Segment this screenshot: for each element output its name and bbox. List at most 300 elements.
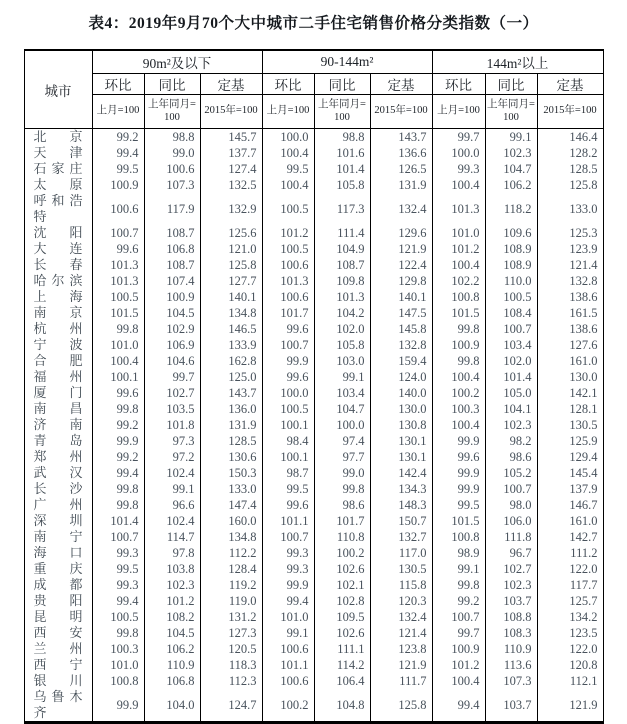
- city-cell: 重庆: [24, 561, 92, 577]
- value-cell: 100.7: [92, 225, 144, 241]
- value-cell: 99.2: [432, 593, 485, 609]
- value-cell: 162.8: [200, 353, 262, 369]
- table-row: [24, 673, 603, 689]
- value-cell: 132.9: [200, 193, 262, 225]
- base-header: 上月=100: [262, 95, 314, 129]
- city-cell: 石家庄: [24, 161, 92, 177]
- value-cell: 100.7: [92, 529, 144, 545]
- city-cell: 合肥: [24, 353, 92, 369]
- value-cell: 100.9: [144, 289, 200, 305]
- value-cell: 99.9: [92, 433, 144, 449]
- city-cell: 南宁: [24, 529, 92, 545]
- value-cell: 99.8: [432, 321, 485, 337]
- value-cell: 106.0: [485, 513, 537, 529]
- header-group-row: [24, 50, 603, 74]
- value-cell: 100.3: [432, 401, 485, 417]
- value-cell: 100.9: [432, 641, 485, 657]
- base-header: 2015年=100: [370, 95, 432, 129]
- value-cell: 100.2: [432, 385, 485, 401]
- city-cell: 青岛: [24, 433, 92, 449]
- value-cell: 100.8: [432, 529, 485, 545]
- value-cell: 102.3: [144, 577, 200, 593]
- value-cell: 99.7: [144, 369, 200, 385]
- base-header: 2015年=100: [537, 95, 603, 129]
- value-cell: 102.0: [485, 353, 537, 369]
- value-cell: 120.3: [370, 593, 432, 609]
- value-cell: 147.4: [200, 497, 262, 513]
- value-cell: 101.3: [262, 273, 314, 289]
- metric-header: 同比: [485, 74, 537, 95]
- table-row: [24, 273, 603, 289]
- value-cell: 100.5: [485, 289, 537, 305]
- value-cell: 125.3: [537, 225, 603, 241]
- value-cell: 133.0: [537, 193, 603, 225]
- value-cell: 99.4: [92, 593, 144, 609]
- value-cell: 121.4: [370, 625, 432, 641]
- value-cell: 101.3: [314, 289, 370, 305]
- value-cell: 134.2: [537, 609, 603, 625]
- value-cell: 100.7: [262, 529, 314, 545]
- city-cell: 哈尔滨: [24, 273, 92, 289]
- city-cell: 兰州: [24, 641, 92, 657]
- value-cell: 101.0: [262, 609, 314, 625]
- value-cell: 102.8: [314, 593, 370, 609]
- city-cell: 天津: [24, 145, 92, 161]
- value-cell: 140.1: [370, 289, 432, 305]
- value-cell: 101.3: [92, 257, 144, 273]
- value-cell: 127.7: [200, 273, 262, 289]
- value-cell: 97.8: [144, 545, 200, 561]
- value-cell: 106.8: [144, 673, 200, 689]
- value-cell: 115.8: [370, 577, 432, 593]
- value-cell: 129.6: [370, 225, 432, 241]
- value-cell: 128.2: [537, 145, 603, 161]
- value-cell: 99.9: [432, 465, 485, 481]
- value-cell: 99.9: [262, 353, 314, 369]
- value-cell: 99.3: [92, 545, 144, 561]
- value-cell: 104.1: [485, 401, 537, 417]
- table-row: [24, 561, 603, 577]
- value-cell: 108.3: [485, 625, 537, 641]
- metric-header: 定基: [200, 74, 262, 95]
- value-cell: 108.7: [144, 257, 200, 273]
- city-cell: 南昌: [24, 401, 92, 417]
- value-cell: 102.7: [485, 561, 537, 577]
- value-cell: 110.9: [144, 657, 200, 673]
- base-header: 2015年=100: [200, 95, 262, 129]
- base-header: 上月=100: [92, 95, 144, 129]
- value-cell: 100.5: [92, 609, 144, 625]
- value-cell: 108.2: [144, 609, 200, 625]
- value-cell: 102.7: [144, 385, 200, 401]
- value-cell: 117.3: [314, 193, 370, 225]
- value-cell: 99.9: [262, 577, 314, 593]
- table-row: [24, 545, 603, 561]
- value-cell: 104.6: [144, 353, 200, 369]
- value-cell: 100.5: [262, 241, 314, 257]
- table-row: [24, 193, 603, 225]
- value-cell: 138.6: [537, 289, 603, 305]
- value-cell: 107.3: [485, 673, 537, 689]
- value-cell: 138.6: [537, 321, 603, 337]
- value-cell: 108.9: [485, 257, 537, 273]
- city-cell: 广州: [24, 497, 92, 513]
- value-cell: 106.8: [144, 241, 200, 257]
- value-cell: 98.9: [432, 545, 485, 561]
- table-row: [24, 689, 603, 723]
- value-cell: 121.9: [370, 657, 432, 673]
- table-row: [24, 593, 603, 609]
- table-row: [24, 337, 603, 353]
- table-row: [24, 449, 603, 465]
- value-cell: 99.1: [262, 625, 314, 641]
- value-cell: 100.1: [92, 369, 144, 385]
- value-cell: 107.3: [144, 177, 200, 193]
- value-cell: 99.8: [432, 577, 485, 593]
- value-cell: 99.4: [432, 689, 485, 723]
- value-cell: 133.0: [200, 481, 262, 497]
- value-cell: 145.7: [200, 129, 262, 146]
- city-cell: 长春: [24, 257, 92, 273]
- value-cell: 100.0: [432, 145, 485, 161]
- value-cell: 148.3: [370, 497, 432, 513]
- value-cell: 146.5: [200, 321, 262, 337]
- value-cell: 101.3: [432, 193, 485, 225]
- value-cell: 137.9: [537, 481, 603, 497]
- value-cell: 112.3: [200, 673, 262, 689]
- metric-header: 同比: [144, 74, 200, 95]
- value-cell: 99.8: [314, 481, 370, 497]
- value-cell: 100.8: [432, 289, 485, 305]
- value-cell: 99.9: [92, 689, 144, 723]
- value-cell: 101.2: [432, 657, 485, 673]
- value-cell: 123.8: [370, 641, 432, 657]
- table-row: [24, 577, 603, 593]
- value-cell: 101.8: [144, 417, 200, 433]
- value-cell: 99.6: [92, 241, 144, 257]
- value-cell: 134.8: [200, 529, 262, 545]
- value-cell: 101.4: [92, 513, 144, 529]
- metric-header: 定基: [537, 74, 603, 95]
- group-header-90-below: 90m²及以下: [92, 50, 262, 74]
- value-cell: 102.1: [314, 577, 370, 593]
- value-cell: 100.1: [262, 449, 314, 465]
- value-cell: 129.4: [537, 449, 603, 465]
- value-cell: 142.1: [537, 385, 603, 401]
- table-row: [24, 289, 603, 305]
- value-cell: 102.4: [144, 513, 200, 529]
- value-cell: 112.1: [537, 673, 603, 689]
- value-cell: 97.3: [144, 433, 200, 449]
- table-row: [24, 129, 603, 146]
- value-cell: 99.6: [262, 497, 314, 513]
- value-cell: 100.6: [92, 193, 144, 225]
- value-cell: 100.4: [432, 417, 485, 433]
- value-cell: 101.6: [314, 145, 370, 161]
- value-cell: 111.7: [370, 673, 432, 689]
- value-cell: 102.2: [432, 273, 485, 289]
- value-cell: 105.0: [485, 385, 537, 401]
- value-cell: 117.9: [144, 193, 200, 225]
- base-header: 上年同月=100: [144, 95, 200, 129]
- value-cell: 99.3: [262, 561, 314, 577]
- value-cell: 132.8: [537, 273, 603, 289]
- value-cell: 119.0: [200, 593, 262, 609]
- value-cell: 159.4: [370, 353, 432, 369]
- value-cell: 104.8: [314, 689, 370, 723]
- value-cell: 99.8: [92, 401, 144, 417]
- value-cell: 122.4: [370, 257, 432, 273]
- value-cell: 99.0: [144, 145, 200, 161]
- value-cell: 98.8: [144, 129, 200, 146]
- value-cell: 103.7: [485, 689, 537, 723]
- metric-header: 同比: [314, 74, 370, 95]
- value-cell: 99.0: [314, 465, 370, 481]
- value-cell: 99.7: [432, 625, 485, 641]
- value-cell: 96.6: [144, 497, 200, 513]
- table-row: [24, 625, 603, 641]
- value-cell: 142.4: [370, 465, 432, 481]
- value-cell: 101.2: [262, 225, 314, 241]
- value-cell: 125.6: [200, 225, 262, 241]
- value-cell: 143.7: [200, 385, 262, 401]
- value-cell: 120.5: [200, 641, 262, 657]
- value-cell: 99.7: [432, 129, 485, 146]
- base-header: 上年同月=100: [485, 95, 537, 129]
- table-row: [24, 321, 603, 337]
- value-cell: 125.0: [200, 369, 262, 385]
- value-cell: 132.5: [200, 177, 262, 193]
- value-cell: 99.4: [92, 465, 144, 481]
- value-cell: 99.5: [432, 497, 485, 513]
- value-cell: 102.3: [485, 577, 537, 593]
- value-cell: 103.8: [144, 561, 200, 577]
- value-cell: 103.0: [314, 353, 370, 369]
- value-cell: 99.5: [92, 561, 144, 577]
- value-cell: 100.6: [262, 673, 314, 689]
- value-cell: 128.1: [537, 401, 603, 417]
- value-cell: 100.2: [314, 545, 370, 561]
- value-cell: 101.2: [144, 593, 200, 609]
- city-cell: 长沙: [24, 481, 92, 497]
- value-cell: 101.0: [92, 657, 144, 673]
- value-cell: 103.7: [485, 593, 537, 609]
- city-cell: 杭州: [24, 321, 92, 337]
- value-cell: 125.9: [537, 433, 603, 449]
- value-cell: 129.8: [370, 273, 432, 289]
- value-cell: 143.7: [370, 129, 432, 146]
- value-cell: 130.8: [370, 417, 432, 433]
- value-cell: 100.4: [262, 177, 314, 193]
- value-cell: 97.2: [144, 449, 200, 465]
- table-row: [24, 433, 603, 449]
- value-cell: 161.0: [537, 513, 603, 529]
- table-row: [24, 497, 603, 513]
- value-cell: 122.0: [537, 641, 603, 657]
- value-cell: 98.7: [262, 465, 314, 481]
- value-cell: 101.1: [262, 657, 314, 673]
- value-cell: 102.6: [314, 561, 370, 577]
- value-cell: 100.8: [92, 673, 144, 689]
- value-cell: 121.9: [370, 241, 432, 257]
- value-cell: 100.9: [432, 337, 485, 353]
- value-cell: 102.4: [144, 465, 200, 481]
- value-cell: 100.4: [432, 673, 485, 689]
- value-cell: 99.2: [92, 417, 144, 433]
- table-header: [24, 50, 603, 129]
- value-cell: 102.3: [485, 145, 537, 161]
- value-cell: 100.5: [262, 401, 314, 417]
- value-cell: 103.4: [314, 385, 370, 401]
- value-cell: 118.2: [485, 193, 537, 225]
- value-cell: 130.1: [370, 449, 432, 465]
- value-cell: 100.4: [432, 257, 485, 273]
- table-row: [24, 369, 603, 385]
- value-cell: 120.8: [537, 657, 603, 673]
- value-cell: 99.1: [485, 129, 537, 146]
- value-cell: 99.3: [262, 545, 314, 561]
- city-cell: 济南: [24, 417, 92, 433]
- table-row: [24, 257, 603, 273]
- value-cell: 108.7: [314, 257, 370, 273]
- value-cell: 105.2: [485, 465, 537, 481]
- value-cell: 117.7: [537, 577, 603, 593]
- value-cell: 109.5: [314, 609, 370, 625]
- value-cell: 146.4: [537, 129, 603, 146]
- value-cell: 101.1: [262, 513, 314, 529]
- value-cell: 98.2: [485, 433, 537, 449]
- value-cell: 106.2: [485, 177, 537, 193]
- city-cell: 乌鲁木齐: [24, 689, 92, 723]
- table-row: [24, 481, 603, 497]
- value-cell: 131.9: [370, 177, 432, 193]
- value-cell: 125.8: [200, 257, 262, 273]
- value-cell: 99.6: [262, 321, 314, 337]
- city-cell: 郑州: [24, 449, 92, 465]
- value-cell: 111.1: [314, 641, 370, 657]
- group-header-90-144: 90-144m²: [262, 50, 432, 74]
- value-cell: 123.5: [537, 625, 603, 641]
- table-row: [24, 529, 603, 545]
- value-cell: 100.4: [262, 145, 314, 161]
- value-cell: 124.7: [200, 689, 262, 723]
- value-cell: 104.0: [144, 689, 200, 723]
- value-cell: 100.4: [92, 353, 144, 369]
- value-cell: 104.7: [314, 401, 370, 417]
- value-cell: 161.0: [537, 353, 603, 369]
- value-cell: 103.5: [144, 401, 200, 417]
- value-cell: 114.2: [314, 657, 370, 673]
- value-cell: 98.4: [262, 433, 314, 449]
- value-cell: 147.5: [370, 305, 432, 321]
- value-cell: 99.8: [92, 481, 144, 497]
- value-cell: 117.0: [370, 545, 432, 561]
- value-cell: 100.6: [144, 161, 200, 177]
- value-cell: 99.1: [314, 369, 370, 385]
- value-cell: 101.0: [92, 337, 144, 353]
- value-cell: 140.1: [200, 289, 262, 305]
- value-cell: 109.6: [485, 225, 537, 241]
- value-cell: 100.0: [262, 129, 314, 146]
- value-cell: 100.7: [485, 481, 537, 497]
- value-cell: 100.6: [262, 289, 314, 305]
- city-cell: 宁波: [24, 337, 92, 353]
- value-cell: 161.5: [537, 305, 603, 321]
- header-metric-row: [24, 74, 603, 95]
- value-cell: 104.5: [144, 305, 200, 321]
- value-cell: 128.5: [200, 433, 262, 449]
- value-cell: 100.9: [92, 177, 144, 193]
- city-cell: 深圳: [24, 513, 92, 529]
- value-cell: 140.0: [370, 385, 432, 401]
- value-cell: 123.9: [537, 241, 603, 257]
- value-cell: 99.9: [432, 481, 485, 497]
- base-header: 上年同月=100: [314, 95, 370, 129]
- value-cell: 108.7: [144, 225, 200, 241]
- value-cell: 130.5: [537, 417, 603, 433]
- value-cell: 101.7: [314, 513, 370, 529]
- value-cell: 127.3: [200, 625, 262, 641]
- value-cell: 121.9: [537, 689, 603, 723]
- table-row: [24, 353, 603, 369]
- value-cell: 104.9: [314, 241, 370, 257]
- value-cell: 104.5: [144, 625, 200, 641]
- value-cell: 106.9: [144, 337, 200, 353]
- value-cell: 114.7: [144, 529, 200, 545]
- value-cell: 131.9: [200, 417, 262, 433]
- value-cell: 125.8: [537, 177, 603, 193]
- value-cell: 110.9: [485, 641, 537, 657]
- value-cell: 101.2: [432, 241, 485, 257]
- value-cell: 102.0: [314, 321, 370, 337]
- value-cell: 130.0: [537, 369, 603, 385]
- city-cell: 大连: [24, 241, 92, 257]
- value-cell: 99.8: [92, 321, 144, 337]
- value-cell: 99.9: [432, 433, 485, 449]
- value-cell: 100.4: [432, 177, 485, 193]
- value-cell: 136.6: [370, 145, 432, 161]
- value-cell: 100.0: [314, 417, 370, 433]
- table-row: [24, 401, 603, 417]
- value-cell: 97.7: [314, 449, 370, 465]
- value-cell: 125.8: [370, 689, 432, 723]
- table-row: [24, 513, 603, 529]
- metric-header: 环比: [432, 74, 485, 95]
- value-cell: 107.4: [144, 273, 200, 289]
- value-cell: 132.4: [370, 609, 432, 625]
- value-cell: 103.4: [485, 337, 537, 353]
- value-cell: 150.3: [200, 465, 262, 481]
- value-cell: 99.8: [92, 497, 144, 513]
- value-cell: 105.8: [314, 177, 370, 193]
- value-cell: 136.0: [200, 401, 262, 417]
- value-cell: 99.5: [262, 481, 314, 497]
- value-cell: 100.0: [262, 385, 314, 401]
- table-row: [24, 641, 603, 657]
- group-header-144-above: 144m²以上: [432, 50, 603, 74]
- value-cell: 121.4: [537, 257, 603, 273]
- value-cell: 133.9: [200, 337, 262, 353]
- value-cell: 96.7: [485, 545, 537, 561]
- value-cell: 101.4: [485, 369, 537, 385]
- value-cell: 134.8: [200, 305, 262, 321]
- value-cell: 101.5: [92, 305, 144, 321]
- value-cell: 98.6: [314, 497, 370, 513]
- city-cell: 贵阳: [24, 593, 92, 609]
- table-row: [24, 305, 603, 321]
- value-cell: 99.2: [92, 449, 144, 465]
- value-cell: 134.3: [370, 481, 432, 497]
